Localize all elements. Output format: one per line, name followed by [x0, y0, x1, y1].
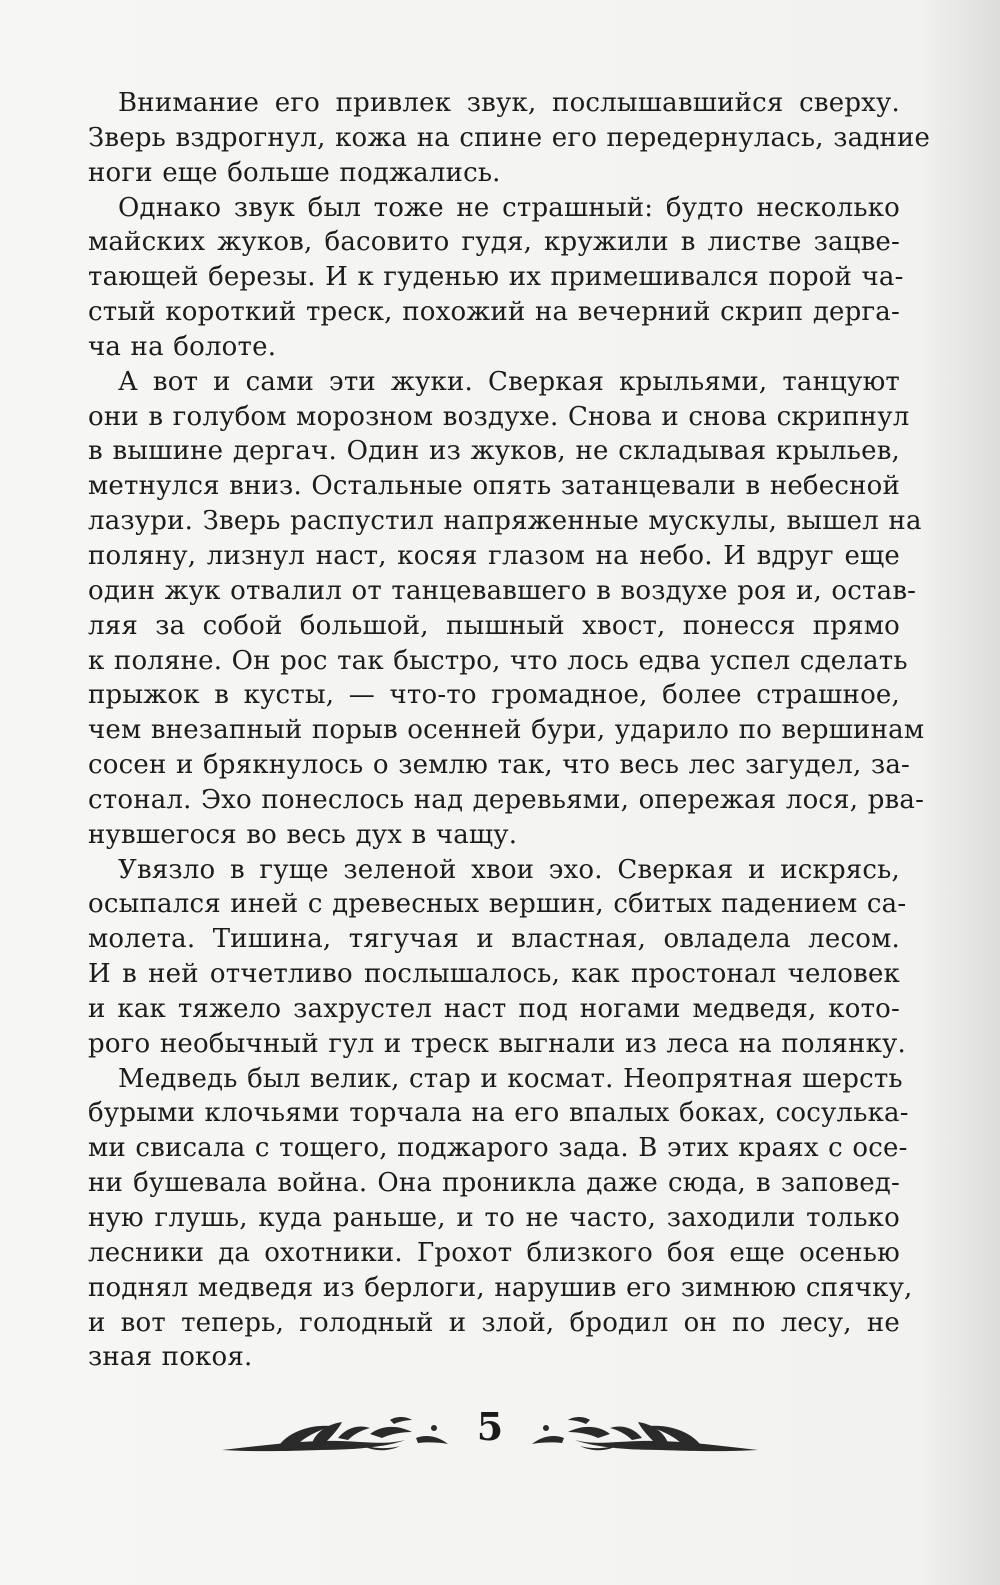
- page-body-text: [88, 86, 931, 1375]
- text-line: и вот теперь, голодный и злой, бродил он по лесу, не: [88, 1307, 900, 1338]
- text-line: осыпался иней с древесных вершин, сбитых падением са-: [88, 889, 907, 920]
- text-line: Внимание его привлек звук, послышавшийся сверху.: [118, 88, 900, 118]
- text-line: стонал. Эхо понеслось над деревьями, опережая лося, рва-: [88, 784, 925, 815]
- text-line: майских жуков, басовито гудя, кружили в листве зацве-: [88, 227, 900, 258]
- text-line: Однако звук был тоже не страшный: будто несколько: [118, 192, 900, 223]
- text-line: и как тяжело захрустел наст под ногами медведя, кото-: [88, 993, 900, 1024]
- text-line: лесники да охотники. Грохот близкого боя еще осенью: [88, 1237, 900, 1268]
- text-line: один жук отвалил от танцевавшего в воздухе роя и, остав-: [88, 575, 917, 606]
- text-line: тающей березы. И к гуденью их примешивался порой ча-: [88, 262, 904, 293]
- ornament-right-icon: [520, 1410, 760, 1456]
- text-line: ляя за собой большой, пышный хвост, понесся прямо: [88, 610, 900, 641]
- text-line: ча на болоте.: [88, 331, 277, 362]
- page-footer: [220, 1402, 780, 1462]
- text-line: стый короткий треск, похожий на вечерний скрип дерга-: [88, 297, 900, 328]
- text-line: метнулся вниз. Остальные опять затанцевали в небесной: [88, 471, 901, 502]
- text-line: они в голубом морозном воздухе. Снова и снова скрипнул: [88, 401, 910, 432]
- text-line: поляну, лизнул наст, косяя глазом на небо. И вдруг еще: [88, 540, 900, 571]
- text-line: рого необычный гул и треск выгнали из леса на полянку.: [88, 1028, 906, 1059]
- text-line: А вот и сами эти жуки. Сверкая крыльями, танцуют: [118, 366, 900, 397]
- text-line: к поляне. Он рос так быстро, что лось едва успел сделать: [88, 645, 908, 676]
- text-line: бурыми клочьями торчала на его впалых боках, сосулька-: [88, 1098, 909, 1129]
- text-line: Зверь вздрогнул, кожа на спине его передернулась, задние: [88, 122, 931, 153]
- text-line: прыжок в кусты, — что-то громадное, более страшное,: [88, 680, 900, 711]
- text-line: ми свисала с тощего, поджарого зада. В этих краях с осе-: [88, 1133, 908, 1164]
- ornament-left-icon: [220, 1410, 460, 1456]
- page-number: 5: [476, 1404, 504, 1449]
- text-line: сосен и брякнулось о землю так, что весь лес загудел, за-: [88, 750, 911, 781]
- text-line: лазури. Зверь распустил напряженные мускулы, вышел на: [88, 506, 922, 537]
- text-line: ни бушевала война. Она проникла даже сюда, в заповед-: [88, 1168, 900, 1199]
- text-line: поднял медведя из берлоги, нарушив его зимнюю спячку,: [88, 1272, 913, 1303]
- text-line: нувшегося во весь дух в чащу.: [88, 819, 518, 850]
- text-line: Медведь был велик, стар и космат. Неопрятная шерсть: [118, 1063, 903, 1094]
- text-line: в вышине дергач. Один из жуков, не складывая крыльев,: [88, 436, 900, 467]
- text-line: чем внезапный порыв осенней бури, ударило по вершинам: [88, 715, 925, 746]
- text-line: И в ней отчетливо послышалось, как простонал человек: [88, 959, 900, 990]
- text-line: молета. Тишина, тягучая и властная, овладела лесом.: [88, 924, 900, 955]
- text-line: ную глушь, куда раньше, и то не часто, заходили только: [88, 1203, 900, 1233]
- text-line: Увязло в гуще зеленой хвои эхо. Сверкая и искрясь,: [118, 854, 900, 885]
- text-line: зная покоя.: [88, 1342, 253, 1373]
- text-line: ноги еще больше поджались.: [88, 157, 501, 188]
